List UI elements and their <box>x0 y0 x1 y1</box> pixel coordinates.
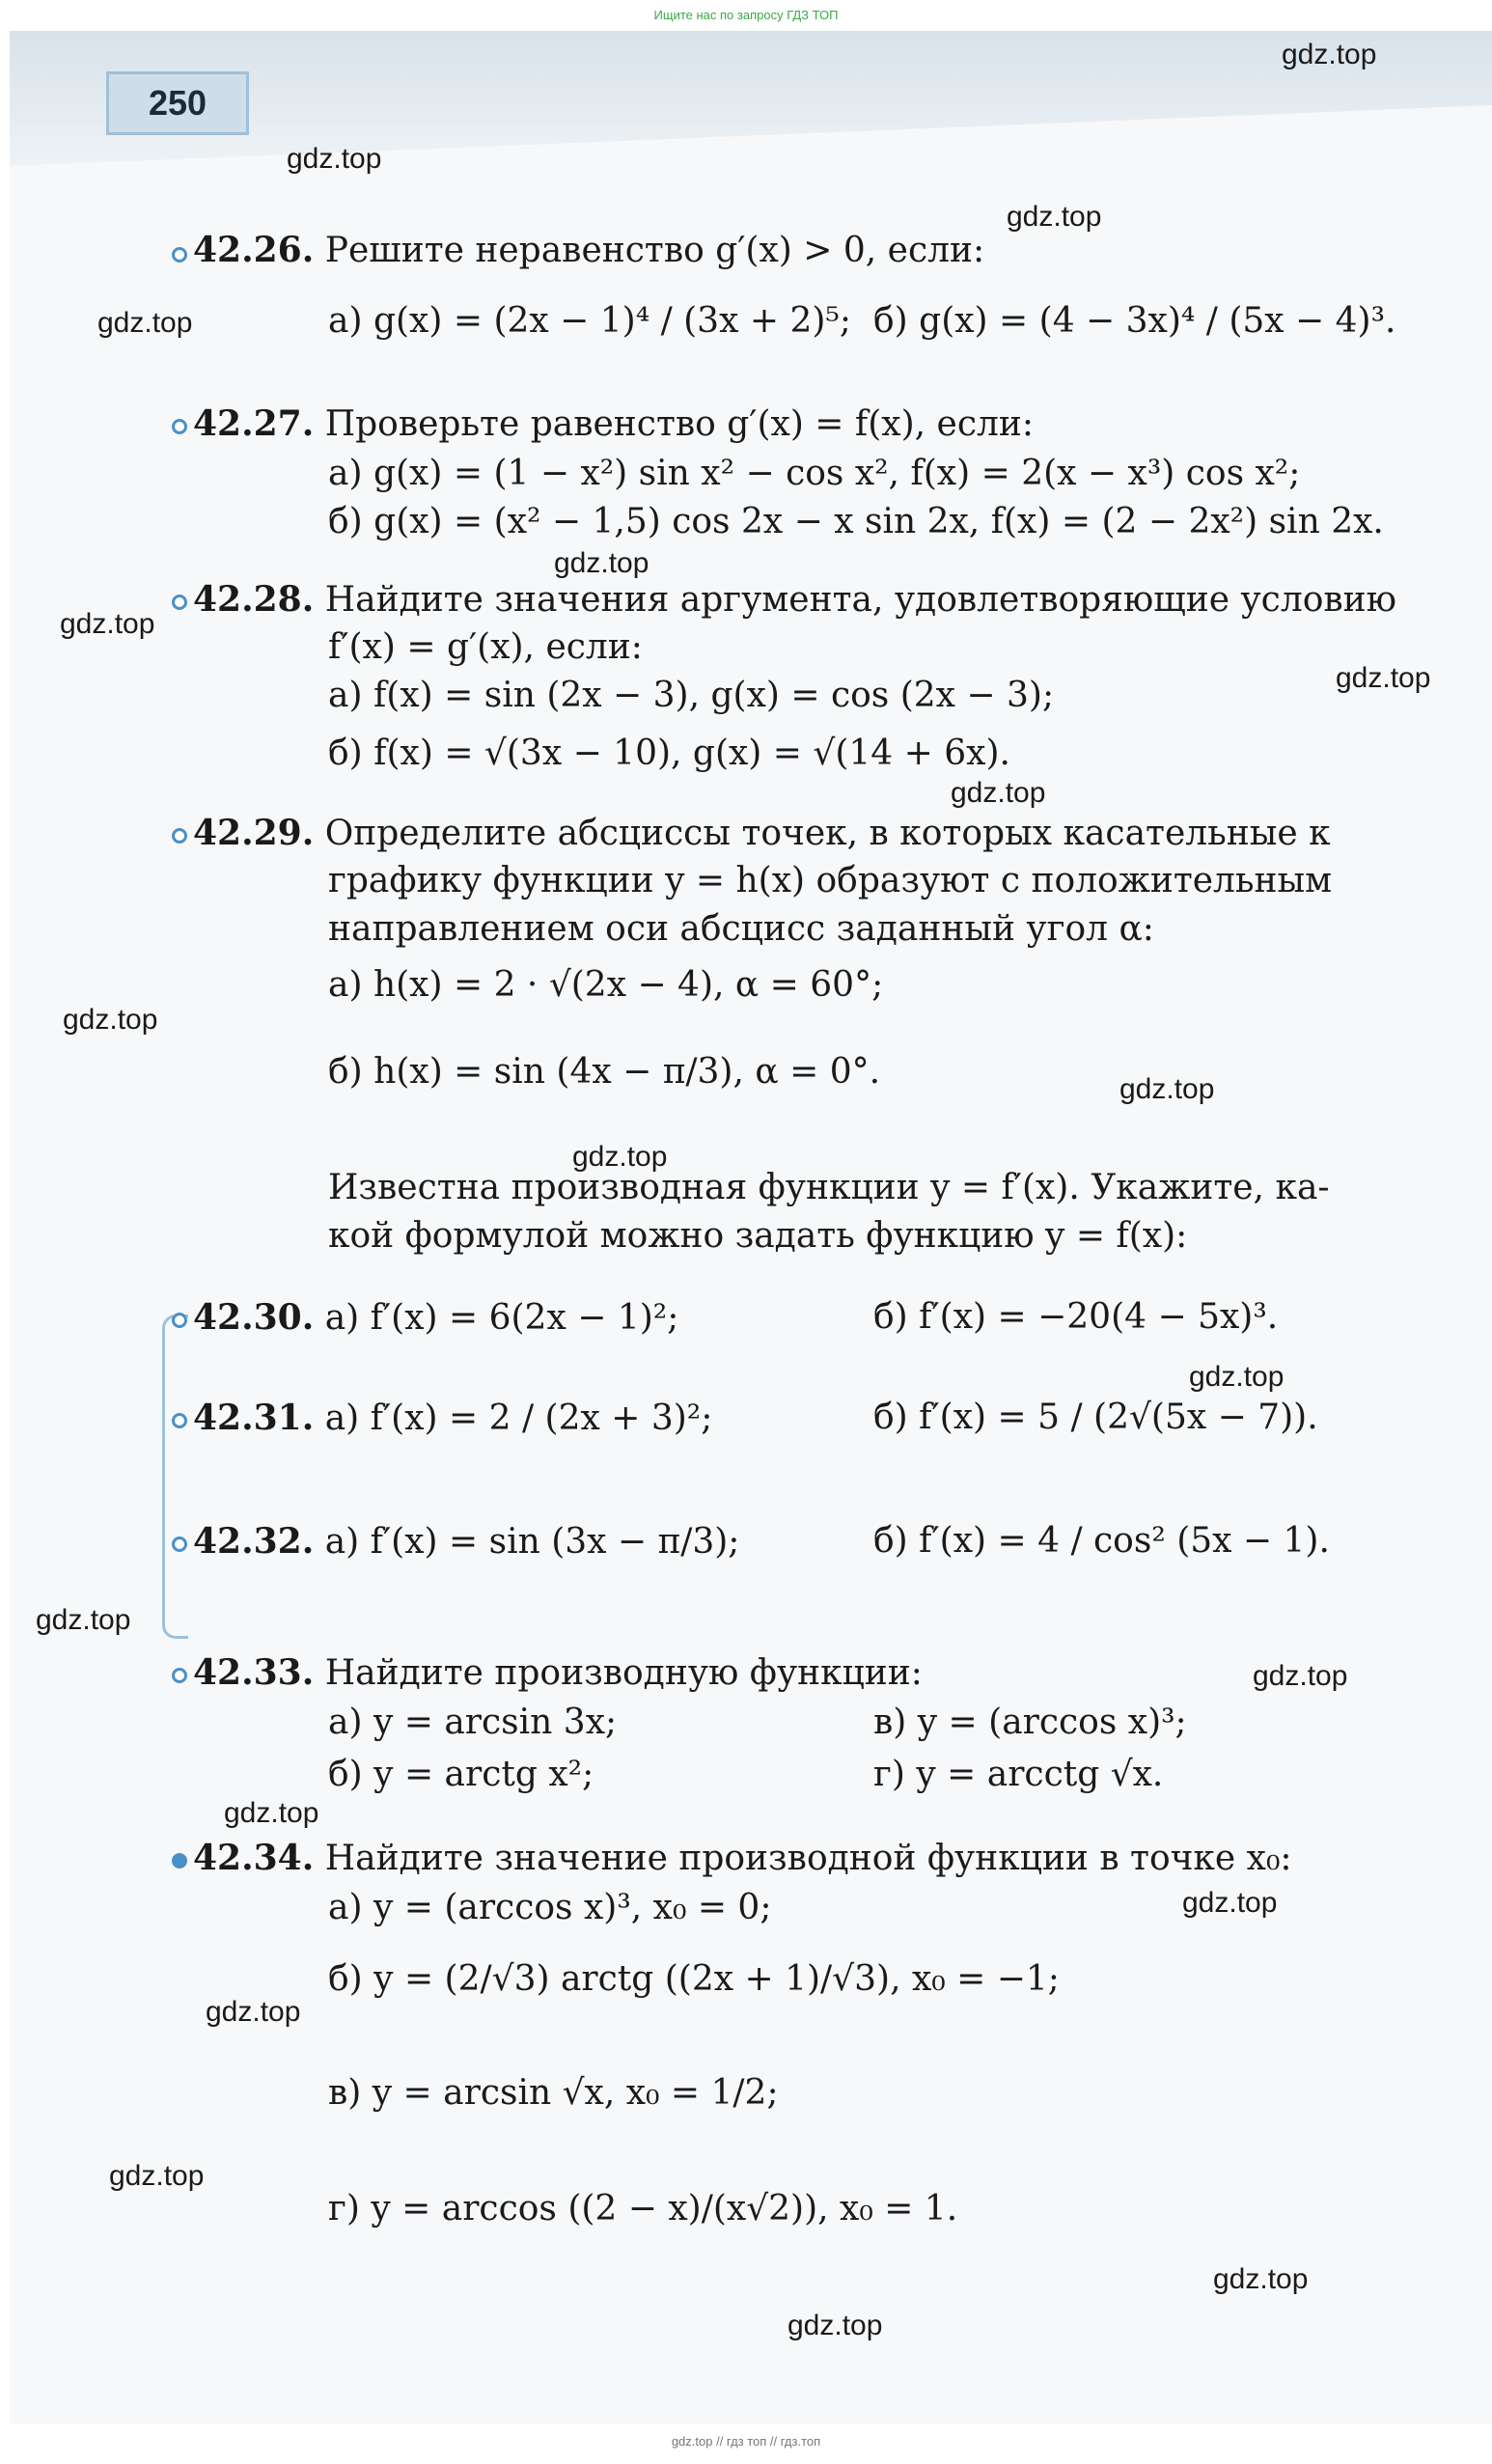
exercise-text-cont: направлением оси абсцисс заданный угол α: <box>328 909 1154 949</box>
watermark: gdz.top <box>36 1604 131 1636</box>
exercise-text: Определите абсциссы точек, в которых касательные к <box>324 814 1331 853</box>
part-b: б) h(x) = sin (4x − π/3), α = 0°. <box>328 1052 881 1092</box>
watermark: gdz.top <box>109 2160 205 2192</box>
part-a: а) f′(x) = 6(2x − 1)²; <box>324 1298 679 1338</box>
exercise-42-33 <box>193 1652 923 1693</box>
part-a: а) g(x) = (2x − 1)⁴ / (3x + 2)⁵; <box>328 301 851 341</box>
watermark: gdz.top <box>554 547 649 579</box>
watermark: gdz.top <box>1007 201 1102 233</box>
exercise-marker <box>172 1313 187 1328</box>
watermark: gdz.top <box>951 777 1046 809</box>
part-c: в) y = (arccos x)³; <box>873 1703 1187 1742</box>
part-a: а) h(x) = 2 · √(2x − 4), α = 60°; <box>328 965 884 1005</box>
watermark: gdz.top <box>787 2310 883 2341</box>
part-a: а) y = (arccos x)³, x₀ = 0; <box>328 1888 772 1927</box>
watermark: gdz.top <box>1189 1361 1285 1393</box>
exercise-text: Найдите значение производной функции в точке x₀: <box>324 1839 1292 1878</box>
exercise-text: Решите неравенство g′(x) > 0, если: <box>324 231 985 270</box>
part-a: а) y = arcsin 3x; <box>328 1703 618 1742</box>
exercise-42-29 <box>193 813 1331 853</box>
part-b: б) y = arctg x²; <box>328 1755 594 1794</box>
part-a: а) f(x) = sin (2x − 3), g(x) = cos (2x − 3); <box>328 676 1055 715</box>
exercise-text-cont: f′(x) = g′(x), если: <box>328 627 643 667</box>
watermark: gdz.top <box>224 1797 319 1829</box>
page-number: 250 <box>106 71 249 135</box>
top-banner: Ищите нас по запросу ГДЗ ТОП <box>653 8 839 22</box>
part-b: б) f′(x) = 4 / cos² (5x − 1). <box>873 1521 1330 1561</box>
exercise-text: Проверьте равенство g′(x) = f(x), если: <box>324 404 1034 444</box>
watermark: gdz.top <box>1282 39 1377 70</box>
part-a: а) f′(x) = 2 / (2x + 3)²; <box>324 1398 713 1438</box>
part-b: б) y = (2/√3) arctg ((2x + 1)/√3), x₀ = −1; <box>328 1959 1060 1999</box>
exercise-42-28 <box>193 579 1396 620</box>
exercise-42-32 <box>193 1521 739 1562</box>
watermark: gdz.top <box>60 608 155 640</box>
watermark: gdz.top <box>97 307 193 339</box>
exercise-marker <box>172 828 187 844</box>
exercise-42-26 <box>193 230 984 270</box>
watermark: gdz.top <box>1253 1660 1348 1692</box>
exercise-number: 42.31. <box>193 1398 315 1438</box>
watermark: gdz.top <box>1213 2263 1309 2295</box>
section-intro: Известна производная функции y = f′(x). Укажите, ка- <box>328 1168 1330 1207</box>
section-intro: кой формулой можно задать функцию y = f(x): <box>328 1216 1188 1256</box>
exercise-number: 42.33. <box>193 1652 315 1693</box>
part-d: г) y = arcctg √x. <box>873 1755 1164 1794</box>
exercise-text: Найдите значения аргумента, удовлетворяющие условию <box>324 580 1396 620</box>
watermark: gdz.top <box>1182 1887 1278 1919</box>
part-b: б) f′(x) = 5 / (2√(5x − 7)). <box>873 1398 1318 1437</box>
exercise-marker <box>172 1537 187 1552</box>
exercise-number: 42.30. <box>193 1297 315 1338</box>
part-c: в) y = arcsin √x, x₀ = 1/2; <box>328 2073 779 2113</box>
exercise-number: 42.32. <box>193 1521 315 1562</box>
exercise-42-31 <box>193 1398 712 1438</box>
bottom-banner: gdz.top // гдз топ // гдз.топ <box>671 2434 821 2449</box>
part-b: б) f′(x) = −20(4 − 5x)³. <box>873 1297 1279 1337</box>
exercise-number: 42.27. <box>193 403 315 444</box>
exercise-marker <box>172 1413 187 1428</box>
part-b: б) g(x) = (x² − 1,5) cos 2x − x sin 2x, f(x) = (2 − 2x²) sin 2x. <box>328 502 1384 541</box>
exercise-number: 42.34. <box>193 1838 315 1878</box>
exercise-number: 42.26. <box>193 230 315 270</box>
exercise-42-30 <box>193 1297 678 1338</box>
watermark: gdz.top <box>63 1004 158 1036</box>
part-b: б) g(x) = (4 − 3x)⁴ / (5x − 4)³. <box>873 301 1396 341</box>
watermark: gdz.top <box>206 1996 301 2028</box>
watermark: gdz.top <box>1336 662 1431 694</box>
part-d: г) y = arccos ((2 − x)/(x√2)), x₀ = 1. <box>328 2189 958 2229</box>
exercise-number: 42.29. <box>193 813 315 853</box>
exercise-marker <box>172 1668 187 1683</box>
group-bracket <box>162 1315 188 1639</box>
watermark: gdz.top <box>287 143 382 175</box>
exercise-number: 42.28. <box>193 579 315 620</box>
exercise-text-cont: графику функции y = h(x) образуют с положительным <box>328 861 1333 900</box>
part-a: а) g(x) = (1 − x²) sin x² − cos x², f(x) = 2(x − x³) cos x²; <box>328 454 1301 493</box>
exercise-marker <box>172 595 187 610</box>
exercise-42-34 <box>193 1838 1292 1878</box>
part-b: б) f(x) = √(3x − 10), g(x) = √(14 + 6x). <box>328 734 1010 773</box>
part-a: а) f′(x) = sin (3x − π/3); <box>324 1522 740 1562</box>
exercise-42-27 <box>193 403 1034 444</box>
exercise-marker <box>172 1853 187 1869</box>
watermark: gdz.top <box>1119 1073 1215 1105</box>
exercise-marker <box>172 247 187 263</box>
exercise-text: Найдите производную функции: <box>324 1653 923 1693</box>
watermark: gdz.top <box>572 1141 668 1173</box>
exercise-marker <box>172 419 187 434</box>
